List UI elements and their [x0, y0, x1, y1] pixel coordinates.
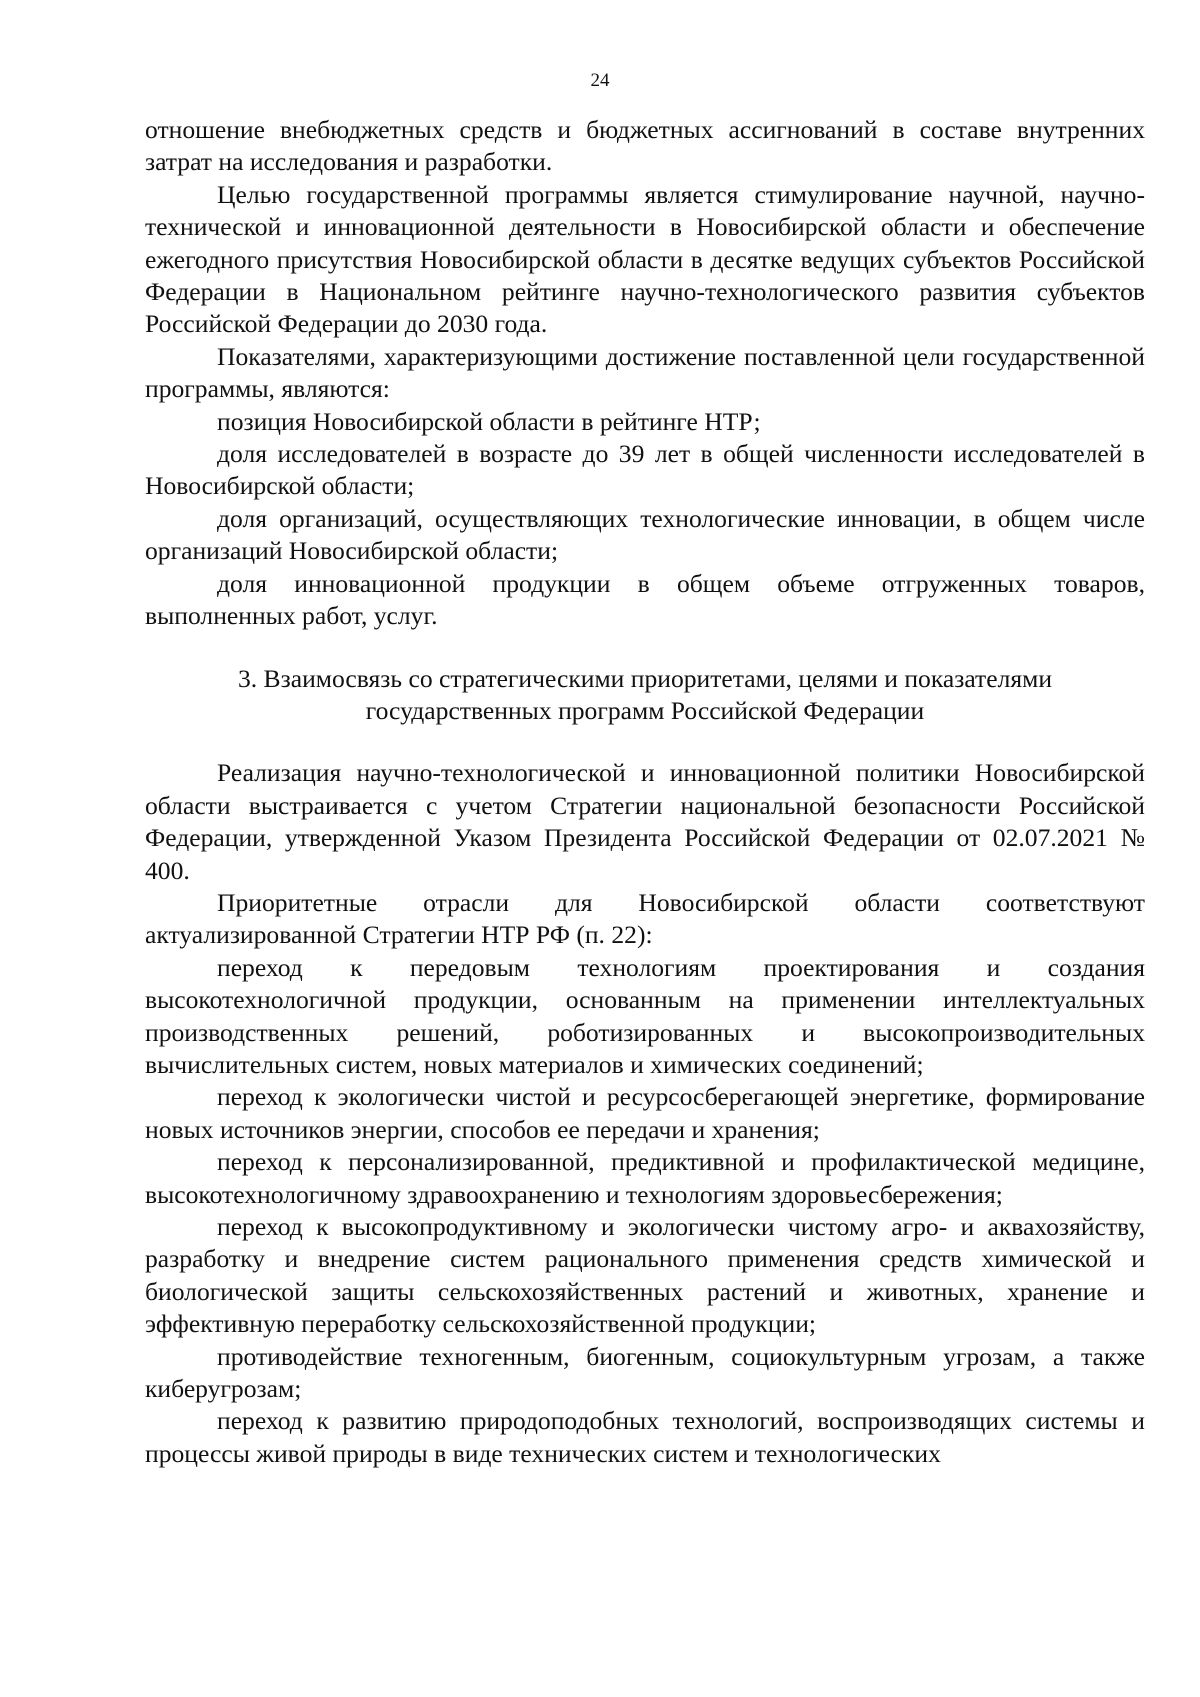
priority-item: переход к экологически чистой и ресурсосберегающей энергетике, формирование новых источников энергии, способов ее передачи и хранения;	[145, 1082, 1145, 1144]
paragraph-program-goal: Целью государственной программы является стимулирование научной, научно-технической и инновационной деятельности в Новосибирской области и обеспечение ежегодного присутствия Новосибирской области в десятке ведущих субъектов Российской Федерации в Национальном рейтинге научно-технологического развития субъектов Российской Федерации до 2030 года.	[145, 179, 1145, 339]
indicator-item: позиция Новосибирской области в рейтинге НТР;	[217, 406, 761, 436]
indicator-item: доля организаций, осуществляющих технологические инновации, в общем числе организаций Новосибирской области;	[145, 503, 1145, 566]
priority-item: переход к персонализированной, предиктивной и профилактической медицине, высокотехнологичному здравоохранению и технологиям здоровьесбережения;	[145, 1147, 1145, 1209]
page-number: 24	[590, 70, 610, 91]
priority-item: переход к развитию природоподобных технологий, воспроизводящих системы и процессы живой природы в виде технических систем и технологических	[145, 1406, 1145, 1468]
indicator-item: доля инновационной продукции в общем объеме отгруженных товаров, выполненных работ, услуг.	[145, 568, 1145, 631]
indicator-item: доля исследователей в возрасте до 39 лет в общей численности исследователей в Новосибирской области;	[145, 439, 1145, 501]
paragraph-indicators-intro: Показателями, характеризующими достижение поставленной цели государственной программы, являются:	[145, 341, 1145, 404]
section-heading-line: 3. Взаимосвязь со стратегическими приоритетами, целями и показателями	[237, 663, 1053, 693]
paragraph-policy: Реализация научно-технологической и инновационной политики Новосибирской области выстраивается с учетом Стратегии национальной безопасности Российской Федерации, утвержденной Указом Президента Российской Федерации от 02.07.2021 № 400.	[145, 758, 1145, 885]
priority-item: противодействие техногенным, биогенным, социокультурным угрозам, а также киберугрозам;	[145, 1341, 1145, 1404]
paragraph-priorities-intro: Приоритетные отрасли для Новосибирской области соответствуют актуализированной Стратегии НТР РФ (п. 22):	[145, 887, 1145, 950]
priority-item: переход к высокопродуктивному и экологически чистому агро- и аквахозяйству, разработку и внедрение систем рационального применения средств химической и биологической защиты сельскохозяйственных растений и животных, хранение и эффективную переработку сельскохозяйственной продукции;	[145, 1212, 1145, 1339]
document-body	[145, 114, 1145, 1470]
section-heading-line: государственных программ Российской Федерации	[365, 695, 925, 725]
paragraph-continuation: отношение внебюджетных средств и бюджетных ассигнований в составе внутренних затрат на исследования и разработки.	[145, 115, 1145, 177]
section-heading	[145, 663, 1145, 728]
priority-item: переход к передовым технологиям проектирования и создания высокотехнологичной продукции, основанным на применении интеллектуальных производственных решений, роботизированных и высокопроизводительных вычислительных систем, новых материалов и химических соединений;	[145, 952, 1145, 1079]
